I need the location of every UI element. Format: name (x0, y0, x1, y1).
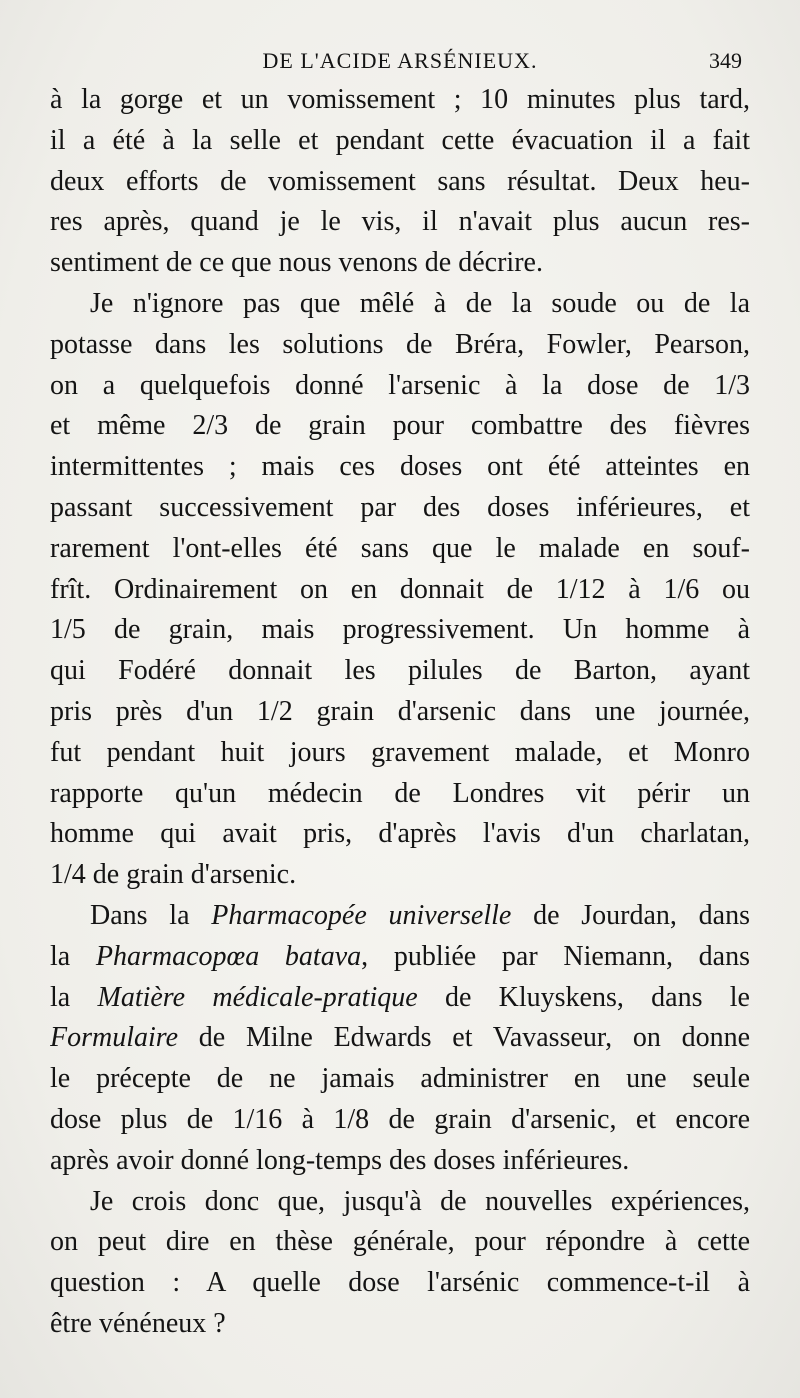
text-line: qui Fodéré donnait les pilules de Barton, ayant (50, 655, 750, 687)
text-line: 1/4 de grain d'arsenic. (50, 859, 297, 891)
text-line (50, 978, 750, 1019)
text-line: et même 2/3 de grain pour combattre des fièvres (50, 410, 750, 442)
text-line: passant successivement par des doses inférieures, et (50, 491, 750, 523)
text-line: 1/5 de grain, mais progressivement. Un homme à (50, 614, 750, 646)
text-line: il a été à la selle et pendant cette évacuation il a fait (50, 124, 750, 156)
work-title: Pharmacopée universelle (211, 899, 512, 931)
work-title: Pharmacopœa batava (95, 940, 362, 972)
work-title: Formulaire (50, 1022, 179, 1054)
text-line: intermittentes ; mais ces doses ont été atteintes en (50, 451, 750, 483)
page-header (50, 34, 750, 74)
text-segment: de Kluyskens, dans le (417, 981, 750, 1013)
text-line: frît. Ordinairement on en donnait de 1/12 à 1/6 ou (50, 573, 750, 605)
text-line (50, 896, 750, 937)
text-line: question : A quelle dose l'arsénic commence-t-il à (50, 1267, 750, 1299)
paragraph-2 (50, 284, 750, 896)
running-title: DE L'ACIDE ARSÉNIEUX. (262, 48, 538, 73)
text-line: à la gorge et un vomissement ; 10 minutes plus tard, (50, 84, 750, 115)
text-line: homme qui avait pris, d'après l'avis d'un charlatan, (50, 818, 750, 850)
text-line: Je n'ignore pas que mêlé à de la soude ou de la (90, 287, 750, 319)
text-segment: Dans la (90, 899, 212, 931)
text-line: sentiment de ce que nous venons de décrire. (50, 247, 543, 279)
page-number: 349 (709, 48, 742, 73)
text-line: le précepte de ne jamais administrer en une seule (50, 1063, 750, 1095)
text-segment: la (50, 981, 98, 1013)
text-line: on a quelquefois donné l'arsenic à la dose de 1/3 (50, 369, 750, 401)
text-line: deux efforts de vomissement sans résultat. Deux heu- (50, 165, 750, 197)
text-line: on peut dire en thèse générale, pour répondre à cette (50, 1226, 750, 1258)
text-line: potasse dans les solutions de Bréra, Fowler, Pearson, (50, 328, 750, 360)
text-line: rarement l'ont-elles été sans que le malade en souf- (50, 532, 750, 564)
text-line (50, 937, 750, 978)
text-line: dose plus de 1/16 à 1/8 de grain d'arsenic, et encore (50, 1103, 750, 1135)
text-line: rapporte qu'un médecin de Londres vit périr un (50, 777, 750, 809)
text-segment: la (50, 940, 96, 972)
text-line: Je crois donc que, jusqu'à de nouvelles expériences, (90, 1185, 750, 1217)
paragraph-4 (50, 1182, 750, 1345)
text-line: être vénéneux ? (50, 1307, 226, 1339)
text-line: fut pendant huit jours gravement malade, et Monro (50, 736, 750, 768)
text-segment: de Jourdan, dans (511, 899, 750, 931)
text-line (50, 1018, 750, 1059)
text-line: après avoir donné long-temps des doses inférieures. (50, 1144, 630, 1176)
text-segment: , publiée par Niemann, dans (361, 940, 750, 972)
paragraph-3 (50, 896, 750, 1182)
text-line: res après, quand je le vis, il n'avait plus aucun res- (50, 206, 750, 238)
text-line: pris près d'un 1/2 grain d'arsenic dans une journée, (50, 695, 750, 727)
paragraph-1 (50, 80, 750, 284)
work-title: Matière médicale-pratique (97, 981, 418, 1013)
page-body (50, 80, 750, 1345)
text-segment: de Milne Edwards et Vavasseur, on donne (178, 1022, 750, 1054)
